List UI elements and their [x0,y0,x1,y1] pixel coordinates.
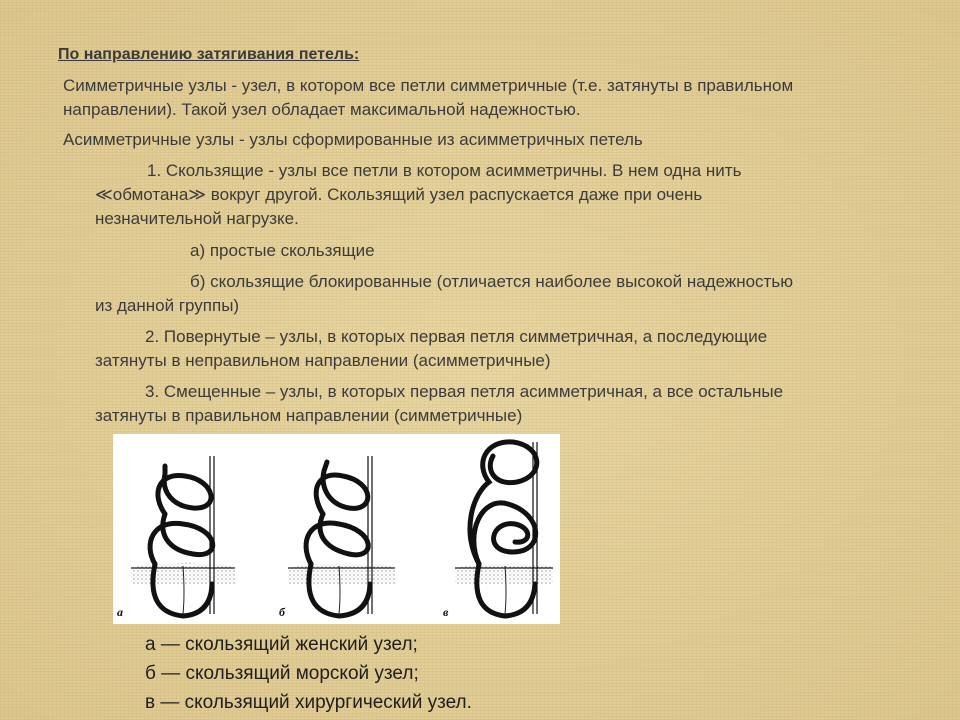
text-line: ≪обмотана≫ вокруг другой. Скользящий узел распускается даже при очень [95,185,703,204]
caption-c: в — скользящий хирургический узел. [145,692,472,713]
text-line: б) скользящие блокированные (отличается наиболее высокой надежностью [190,272,793,291]
text-line: направлении). Такой узел обладает максимальной надежностью. [63,100,581,119]
text-line: незначительной нагрузке. [95,209,299,228]
text-line: а) простые скользящие [190,241,375,260]
knots-illustration [113,434,560,624]
caption-b: б — скользящий морской узел; [145,663,419,684]
text-line: 1. Скользящие - узлы все петли в котором асимметричны. В нем одна нить [147,161,742,180]
caption-a: а — скользящий женский узел; [145,634,418,655]
text-line: из данной группы) [95,296,240,315]
text-line: 2. Повернутые – узлы, в которых первая петля симметричная, а последующие [145,327,768,346]
slide-heading: По направлению затягивания петель: [58,46,360,63]
knot-figure-a [131,456,235,616]
text-line: затянуты в неправильном направлении (асимметричные) [95,351,551,370]
text-line: Асимметричные узлы - узлы сформированные из асимметричных петель [63,130,643,149]
text-line: затянуты в правильном направлении (симметричные) [95,406,523,425]
knot-figure-c [455,442,553,616]
figure-label-c: в [443,605,449,619]
figure-label-a: а [117,605,123,619]
text-line: Симметричные узлы - узел, в котором все петли симметричные (т.е. затянуты в правильном [63,76,794,95]
text-line: 3. Смещенные – узлы, в которых первая петля асимметричная, а все остальные [145,382,784,401]
knot-figure-b [288,456,395,616]
figure-label-b: б [279,605,285,619]
